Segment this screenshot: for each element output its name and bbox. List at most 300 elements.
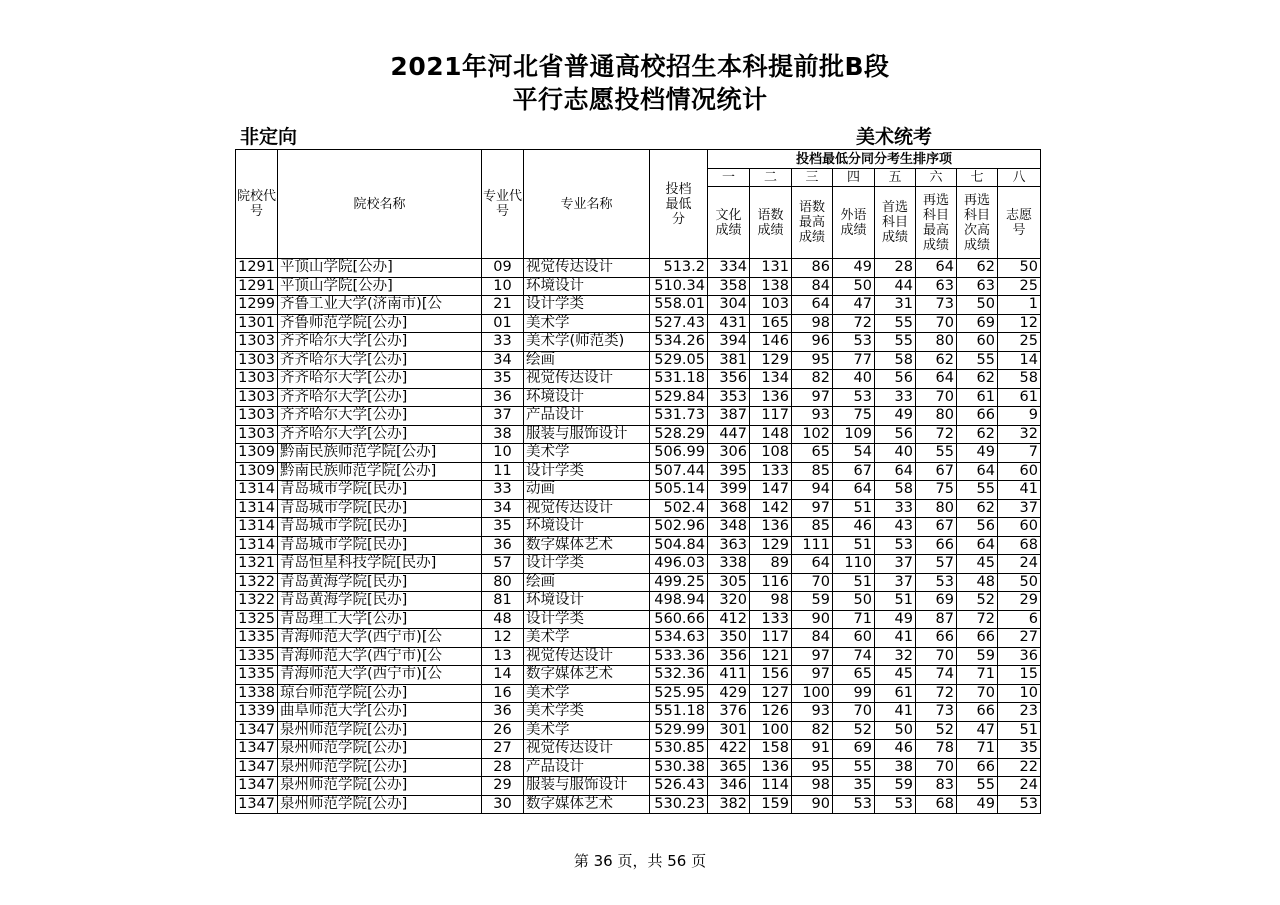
cell-score-2: 138	[750, 277, 792, 296]
cell-score-1: 363	[708, 536, 750, 555]
cell-score-3: 97	[792, 666, 833, 685]
cell-score-5: 44	[875, 277, 916, 296]
table-row	[236, 388, 1041, 407]
cell-score-5: 55	[875, 314, 916, 333]
page-title-line-2: 平行志愿投档情况统计	[512, 85, 768, 114]
table-row	[236, 407, 1041, 426]
cell-major-code: 13	[482, 647, 524, 666]
cell-score-6: 62	[916, 351, 957, 370]
cell-volunteer-no: 7	[998, 444, 1041, 463]
cell-score-2: 136	[750, 388, 792, 407]
cell-score-1: 376	[708, 703, 750, 722]
cell-min-score: 560.66	[650, 610, 708, 629]
cell-score-7: 45	[957, 555, 998, 574]
cell-min-score: 510.34	[650, 277, 708, 296]
cell-score-2: 136	[750, 758, 792, 777]
table-body	[236, 259, 1041, 814]
cell-score-6: 72	[916, 684, 957, 703]
cell-major-code: 27	[482, 740, 524, 759]
cell-volunteer-no: 29	[998, 592, 1041, 611]
cell-score-4: 47	[833, 296, 875, 315]
cell-volunteer-no: 35	[998, 740, 1041, 759]
header-major-name: 专业名称	[524, 150, 650, 259]
cell-score-7: 61	[957, 388, 998, 407]
table-row	[236, 462, 1041, 481]
cell-score-2: 147	[750, 481, 792, 500]
cell-score-6: 83	[916, 777, 957, 796]
table-row	[236, 703, 1041, 722]
cell-score-4: 65	[833, 666, 875, 685]
cell-score-2: 129	[750, 536, 792, 555]
cell-score-7: 62	[957, 499, 998, 518]
cell-major-code: 30	[482, 795, 524, 814]
cell-score-7: 72	[957, 610, 998, 629]
cell-score-3: 111	[792, 536, 833, 555]
cell-score-3: 93	[792, 703, 833, 722]
table-row	[236, 259, 1041, 278]
cell-score-4: 71	[833, 610, 875, 629]
cell-score-1: 350	[708, 629, 750, 648]
cell-score-1: 334	[708, 259, 750, 278]
cell-school-code: 1303	[236, 388, 278, 407]
table-row	[236, 740, 1041, 759]
cell-school-code: 1291	[236, 277, 278, 296]
cell-score-6: 80	[916, 407, 957, 426]
cell-score-5: 33	[875, 388, 916, 407]
cell-score-5: 49	[875, 610, 916, 629]
cell-school-name: 齐齐哈尔大学[公办]	[278, 388, 482, 407]
cell-school-name: 黔南民族师范学院[公办]	[278, 444, 482, 463]
cell-score-2: 133	[750, 462, 792, 481]
cell-score-7: 55	[957, 777, 998, 796]
cell-school-code: 1303	[236, 425, 278, 444]
cell-major-code: 48	[482, 610, 524, 629]
cell-volunteer-no: 53	[998, 795, 1041, 814]
cell-major-code: 33	[482, 481, 524, 500]
cell-school-name: 青海师范大学(西宁市)[公	[278, 629, 482, 648]
cell-score-1: 394	[708, 333, 750, 352]
cell-score-1: 338	[708, 555, 750, 574]
cell-score-6: 87	[916, 610, 957, 629]
table-row	[236, 684, 1041, 703]
cell-major-name: 绘画	[524, 573, 650, 592]
cell-volunteer-no: 14	[998, 351, 1041, 370]
cell-volunteer-no: 61	[998, 388, 1041, 407]
cell-score-6: 78	[916, 740, 957, 759]
cell-score-4: 99	[833, 684, 875, 703]
cell-score-3: 97	[792, 647, 833, 666]
cell-major-code: 01	[482, 314, 524, 333]
cell-score-7: 49	[957, 795, 998, 814]
cell-volunteer-no: 1	[998, 296, 1041, 315]
cell-score-2: 121	[750, 647, 792, 666]
cell-score-3: 84	[792, 629, 833, 648]
cell-score-3: 90	[792, 795, 833, 814]
cell-school-code: 1325	[236, 610, 278, 629]
table-row	[236, 610, 1041, 629]
cell-score-7: 64	[957, 462, 998, 481]
cell-min-score: 530.38	[650, 758, 708, 777]
cell-score-1: 356	[708, 370, 750, 389]
cell-score-3: 97	[792, 388, 833, 407]
cell-score-5: 33	[875, 499, 916, 518]
cell-score-6: 63	[916, 277, 957, 296]
cell-volunteer-no: 24	[998, 555, 1041, 574]
table-row	[236, 555, 1041, 574]
cell-major-code: 35	[482, 518, 524, 537]
cell-score-2: 89	[750, 555, 792, 574]
cell-major-code: 12	[482, 629, 524, 648]
cell-score-6: 67	[916, 462, 957, 481]
header-order-1: 一	[708, 169, 750, 187]
cell-score-6: 72	[916, 425, 957, 444]
cell-score-7: 62	[957, 259, 998, 278]
cell-min-score: 532.36	[650, 666, 708, 685]
cell-score-2: 136	[750, 518, 792, 537]
cell-min-score: 533.36	[650, 647, 708, 666]
table-row	[236, 296, 1041, 315]
cell-school-name: 平顶山学院[公办]	[278, 277, 482, 296]
cell-score-1: 301	[708, 721, 750, 740]
header-order-7: 七	[957, 169, 998, 187]
cell-score-1: 365	[708, 758, 750, 777]
cell-min-score: 534.26	[650, 333, 708, 352]
cell-school-name: 齐齐哈尔大学[公办]	[278, 425, 482, 444]
cell-volunteer-no: 25	[998, 277, 1041, 296]
cell-major-name: 视觉传达设计	[524, 740, 650, 759]
cell-score-4: 53	[833, 795, 875, 814]
cell-score-3: 102	[792, 425, 833, 444]
table-row	[236, 333, 1041, 352]
cell-school-code: 1314	[236, 481, 278, 500]
cell-score-7: 63	[957, 277, 998, 296]
cell-score-5: 40	[875, 444, 916, 463]
header-order-6: 六	[916, 169, 957, 187]
cell-score-1: 412	[708, 610, 750, 629]
cell-school-name: 齐鲁师范学院[公办]	[278, 314, 482, 333]
cell-score-4: 46	[833, 518, 875, 537]
cell-school-name: 黔南民族师范学院[公办]	[278, 462, 482, 481]
cell-score-1: 304	[708, 296, 750, 315]
cell-score-5: 50	[875, 721, 916, 740]
cell-major-name: 美术学	[524, 314, 650, 333]
cell-score-5: 53	[875, 795, 916, 814]
table-row	[236, 370, 1041, 389]
cell-volunteer-no: 68	[998, 536, 1041, 555]
cell-major-code: 34	[482, 499, 524, 518]
cell-school-code: 1309	[236, 444, 278, 463]
cell-school-code: 1347	[236, 795, 278, 814]
cell-score-5: 32	[875, 647, 916, 666]
cell-school-name: 泉州师范学院[公办]	[278, 758, 482, 777]
cell-school-name: 青岛城市学院[民办]	[278, 536, 482, 555]
cell-min-score: 531.18	[650, 370, 708, 389]
cell-min-score: 502.4	[650, 499, 708, 518]
table-row	[236, 795, 1041, 814]
cell-score-5: 58	[875, 351, 916, 370]
cell-major-name: 美术学	[524, 684, 650, 703]
cell-score-3: 91	[792, 740, 833, 759]
header-order-2: 二	[750, 169, 792, 187]
cell-school-name: 青岛城市学院[民办]	[278, 518, 482, 537]
cell-min-score: 529.99	[650, 721, 708, 740]
cell-score-4: 49	[833, 259, 875, 278]
cell-volunteer-no: 60	[998, 518, 1041, 537]
cell-major-name: 设计学类	[524, 610, 650, 629]
cell-score-3: 96	[792, 333, 833, 352]
cell-min-score: 504.84	[650, 536, 708, 555]
header-item-4: 外语成绩	[833, 187, 875, 259]
cell-score-6: 75	[916, 481, 957, 500]
cell-score-3: 85	[792, 518, 833, 537]
cell-score-4: 53	[833, 388, 875, 407]
cell-score-2: 98	[750, 592, 792, 611]
cell-min-score: 530.23	[650, 795, 708, 814]
cell-score-3: 82	[792, 721, 833, 740]
cell-score-2: 156	[750, 666, 792, 685]
cell-score-7: 60	[957, 333, 998, 352]
cell-major-name: 设计学类	[524, 296, 650, 315]
cell-major-name: 美术学	[524, 721, 650, 740]
cell-major-name: 产品设计	[524, 758, 650, 777]
cell-score-7: 70	[957, 684, 998, 703]
cell-major-name: 美术学	[524, 444, 650, 463]
cell-school-code: 1335	[236, 647, 278, 666]
cell-score-7: 62	[957, 370, 998, 389]
cell-score-3: 100	[792, 684, 833, 703]
header-school-name: 院校名称	[278, 150, 482, 259]
cell-score-3: 85	[792, 462, 833, 481]
cell-major-name: 绘画	[524, 351, 650, 370]
cell-score-3: 65	[792, 444, 833, 463]
cell-score-1: 447	[708, 425, 750, 444]
table-row	[236, 444, 1041, 463]
cell-volunteer-no: 22	[998, 758, 1041, 777]
table-row	[236, 666, 1041, 685]
cell-score-2: 165	[750, 314, 792, 333]
cell-school-code: 1335	[236, 629, 278, 648]
cell-score-6: 73	[916, 703, 957, 722]
table-row	[236, 758, 1041, 777]
cell-score-1: 381	[708, 351, 750, 370]
cell-score-7: 52	[957, 592, 998, 611]
cell-score-4: 51	[833, 499, 875, 518]
cell-score-6: 70	[916, 647, 957, 666]
cell-score-2: 100	[750, 721, 792, 740]
admission-table	[235, 149, 1041, 814]
cell-volunteer-no: 50	[998, 573, 1041, 592]
cell-score-7: 66	[957, 629, 998, 648]
cell-school-code: 1301	[236, 314, 278, 333]
header-item-8: 志愿号	[998, 187, 1041, 259]
cell-major-name: 视觉传达设计	[524, 499, 650, 518]
cell-score-5: 46	[875, 740, 916, 759]
cell-score-5: 51	[875, 592, 916, 611]
cell-min-score: 534.63	[650, 629, 708, 648]
cell-school-code: 1303	[236, 407, 278, 426]
cell-score-7: 69	[957, 314, 998, 333]
header-min-score: 投档最低分	[650, 150, 708, 259]
cell-major-code: 21	[482, 296, 524, 315]
cell-score-2: 116	[750, 573, 792, 592]
cell-school-name: 琼台师范学院[公办]	[278, 684, 482, 703]
header-order-3: 三	[792, 169, 833, 187]
cell-major-code: 57	[482, 555, 524, 574]
header-school-code: 院校代号	[236, 150, 278, 259]
cell-min-score: 528.29	[650, 425, 708, 444]
cell-score-4: 51	[833, 536, 875, 555]
cell-score-1: 358	[708, 277, 750, 296]
cell-major-name: 服装与服饰设计	[524, 777, 650, 796]
cell-school-name: 青岛黄海学院[民办]	[278, 573, 482, 592]
table-row	[236, 573, 1041, 592]
cell-score-6: 66	[916, 629, 957, 648]
cell-score-5: 28	[875, 259, 916, 278]
cell-score-2: 131	[750, 259, 792, 278]
cell-score-2: 117	[750, 629, 792, 648]
cell-school-name: 青海师范大学(西宁市)[公	[278, 666, 482, 685]
cell-score-2: 134	[750, 370, 792, 389]
cell-score-2: 146	[750, 333, 792, 352]
cell-min-score: 529.84	[650, 388, 708, 407]
cell-score-4: 74	[833, 647, 875, 666]
cell-score-1: 320	[708, 592, 750, 611]
cell-score-3: 84	[792, 277, 833, 296]
cell-volunteer-no: 25	[998, 333, 1041, 352]
cell-major-name: 视觉传达设计	[524, 370, 650, 389]
cell-major-code: 28	[482, 758, 524, 777]
cell-score-1: 395	[708, 462, 750, 481]
table-row	[236, 499, 1041, 518]
cell-score-2: 126	[750, 703, 792, 722]
cell-school-code: 1321	[236, 555, 278, 574]
cell-school-code: 1322	[236, 592, 278, 611]
cell-score-4: 60	[833, 629, 875, 648]
cell-score-1: 411	[708, 666, 750, 685]
cell-score-7: 50	[957, 296, 998, 315]
header-item-1: 文化成绩	[708, 187, 750, 259]
cell-score-3: 94	[792, 481, 833, 500]
cell-score-4: 72	[833, 314, 875, 333]
cell-score-5: 49	[875, 407, 916, 426]
header-item-2: 语数成绩	[750, 187, 792, 259]
cell-score-7: 59	[957, 647, 998, 666]
cell-school-name: 青岛黄海学院[民办]	[278, 592, 482, 611]
cell-school-name: 泉州师范学院[公办]	[278, 777, 482, 796]
cell-score-4: 69	[833, 740, 875, 759]
cell-school-name: 青岛城市学院[民办]	[278, 499, 482, 518]
cell-major-name: 环境设计	[524, 388, 650, 407]
cell-score-5: 59	[875, 777, 916, 796]
cell-score-5: 41	[875, 703, 916, 722]
cell-score-7: 56	[957, 518, 998, 537]
cell-score-5: 58	[875, 481, 916, 500]
table-row	[236, 277, 1041, 296]
cell-score-4: 40	[833, 370, 875, 389]
cell-min-score: 531.73	[650, 407, 708, 426]
cell-score-6: 53	[916, 573, 957, 592]
cell-major-code: 10	[482, 277, 524, 296]
cell-score-4: 53	[833, 333, 875, 352]
cell-school-code: 1314	[236, 536, 278, 555]
cell-score-4: 55	[833, 758, 875, 777]
cell-major-code: 81	[482, 592, 524, 611]
table-row	[236, 721, 1041, 740]
cell-major-code: 36	[482, 536, 524, 555]
cell-score-7: 55	[957, 351, 998, 370]
cell-school-name: 齐齐哈尔大学[公办]	[278, 351, 482, 370]
cell-min-score: 513.2	[650, 259, 708, 278]
cell-volunteer-no: 36	[998, 647, 1041, 666]
cell-major-name: 数字媒体艺术	[524, 536, 650, 555]
cell-score-6: 52	[916, 721, 957, 740]
cell-school-code: 1338	[236, 684, 278, 703]
cell-score-3: 95	[792, 758, 833, 777]
cell-volunteer-no: 32	[998, 425, 1041, 444]
table-row	[236, 518, 1041, 537]
cell-score-4: 64	[833, 481, 875, 500]
cell-major-name: 视觉传达设计	[524, 647, 650, 666]
cell-score-5: 64	[875, 462, 916, 481]
cell-score-2: 158	[750, 740, 792, 759]
cell-score-7: 66	[957, 758, 998, 777]
cell-score-3: 95	[792, 351, 833, 370]
cell-score-4: 77	[833, 351, 875, 370]
cell-major-code: 38	[482, 425, 524, 444]
cell-score-5: 43	[875, 518, 916, 537]
cell-score-3: 98	[792, 314, 833, 333]
cell-major-code: 29	[482, 777, 524, 796]
cell-score-7: 55	[957, 481, 998, 500]
cell-score-5: 53	[875, 536, 916, 555]
cell-score-4: 54	[833, 444, 875, 463]
cell-volunteer-no: 58	[998, 370, 1041, 389]
cell-score-5: 45	[875, 666, 916, 685]
cell-volunteer-no: 10	[998, 684, 1041, 703]
cell-score-4: 70	[833, 703, 875, 722]
cell-min-score: 507.44	[650, 462, 708, 481]
cell-score-5: 37	[875, 573, 916, 592]
cell-volunteer-no: 9	[998, 407, 1041, 426]
cell-score-4: 67	[833, 462, 875, 481]
cell-score-3: 59	[792, 592, 833, 611]
table-row	[236, 425, 1041, 444]
cell-min-score: 525.95	[650, 684, 708, 703]
cell-major-name: 数字媒体艺术	[524, 666, 650, 685]
cell-score-1: 306	[708, 444, 750, 463]
page-footer: 第 36 页，共 56 页	[573, 852, 707, 870]
header-major-code: 专业代号	[482, 150, 524, 259]
cell-score-3: 90	[792, 610, 833, 629]
cell-score-6: 64	[916, 370, 957, 389]
cell-major-code: 33	[482, 333, 524, 352]
header-order-5: 五	[875, 169, 916, 187]
cell-min-score: 502.96	[650, 518, 708, 537]
cell-score-6: 74	[916, 666, 957, 685]
cell-score-7: 62	[957, 425, 998, 444]
cell-score-4: 51	[833, 573, 875, 592]
cell-school-code: 1299	[236, 296, 278, 315]
cell-score-6: 69	[916, 592, 957, 611]
cell-score-2: 142	[750, 499, 792, 518]
cell-score-5: 56	[875, 370, 916, 389]
cell-score-4: 109	[833, 425, 875, 444]
header-item-6: 再选科目最高成绩	[916, 187, 957, 259]
cell-score-3: 98	[792, 777, 833, 796]
cell-school-name: 齐鲁工业大学(济南市)[公	[278, 296, 482, 315]
cell-score-3: 64	[792, 555, 833, 574]
cell-major-name: 美术学	[524, 629, 650, 648]
